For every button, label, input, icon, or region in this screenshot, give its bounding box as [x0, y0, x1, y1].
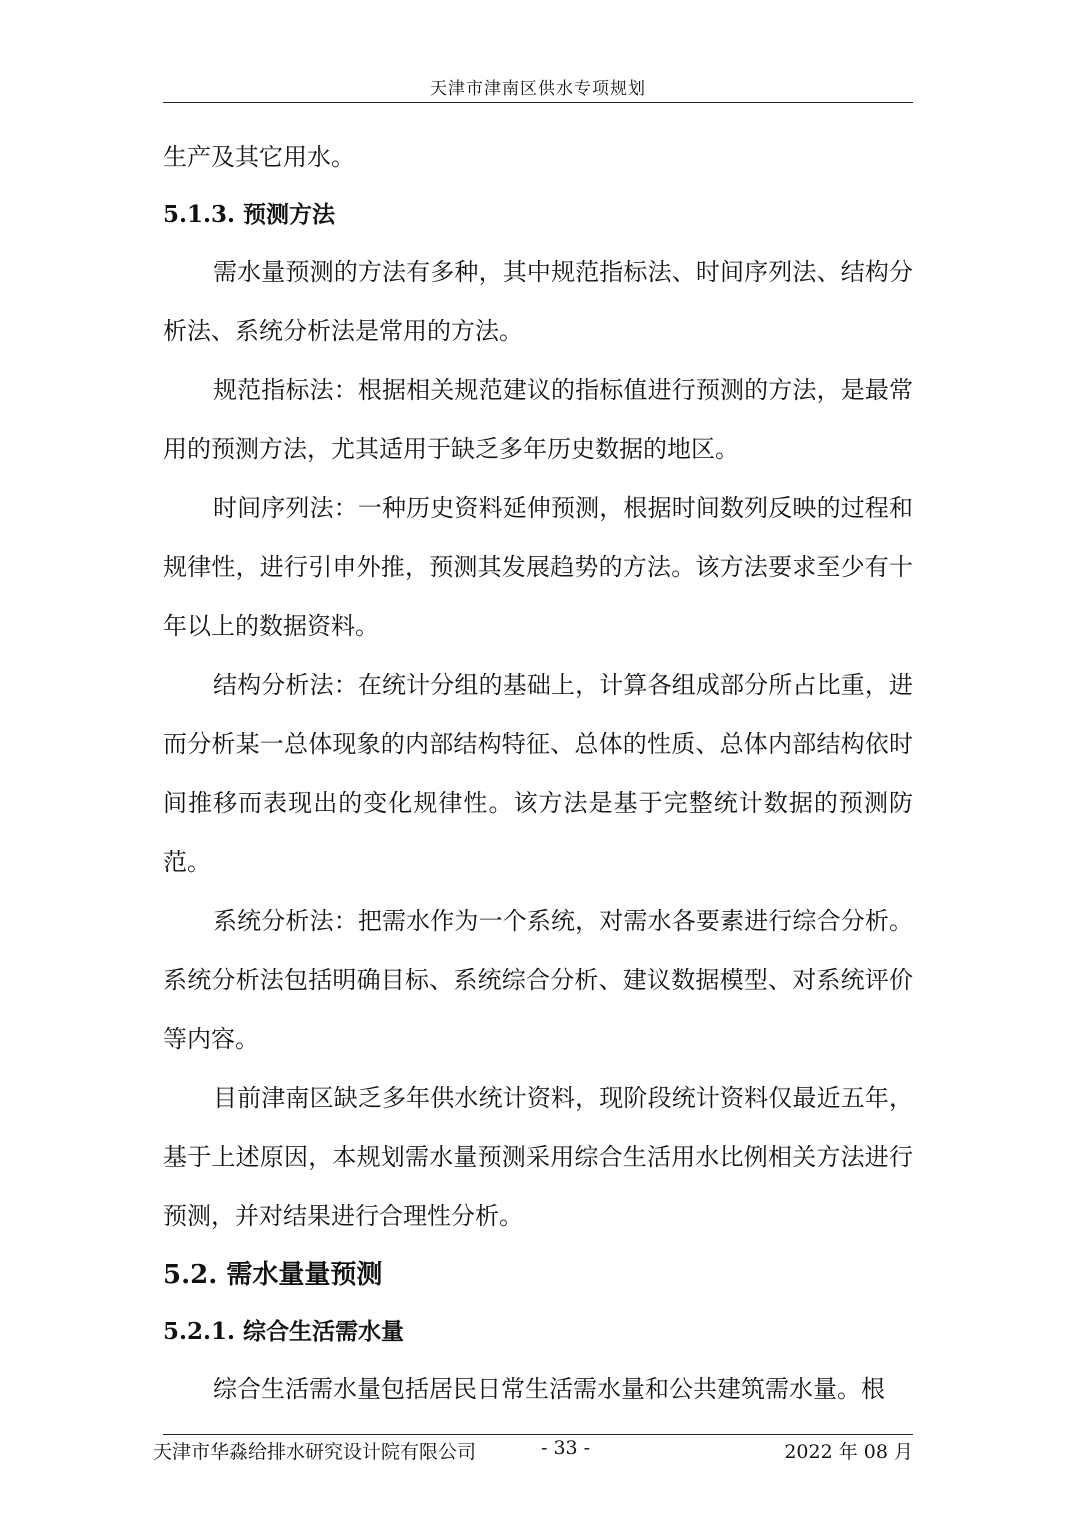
footer-date: 2022 年 08 月	[784, 1441, 913, 1463]
paragraph-system-analysis-method: 系统分析法：把需水作为一个系统，对需水各要素进行综合分析。系统分析法包括明确目标、系统综合分析、建议数据模型、对系统评价等内容。	[163, 907, 913, 1053]
page-footer	[153, 1437, 913, 1467]
section-heading-5-2-1: 5.2.1. 综合生活需水量	[163, 1318, 405, 1345]
paragraph-time-series-method: 时间序列法：一种历史资料延伸预测，根据时间数列反映的过程和规律性，进行引申外推，预测其发展趋势的方法。该方法要求至少有十年以上的数据资料。	[163, 494, 913, 640]
paragraph-domestic-demand: 综合生活需水量包括居民日常生活需水量和公共建筑需水量。根	[213, 1375, 885, 1403]
footer-rule	[163, 1434, 913, 1435]
section-heading-5-2: 5.2. 需水量量预测	[163, 1260, 383, 1290]
footer-page-number: - 33 -	[541, 1437, 591, 1459]
paragraph-structural-analysis-method: 结构分析法：在统计分组的基础上，计算各组成部分所占比重，进而分析某一总体现象的内部结构特征、总体的性质、总体内部结构依时间推移而表现出的变化规律性。该方法是基于完整统计数据的预测防范。	[163, 671, 913, 876]
footer-company: 天津市华淼给排水研究设计院有限公司	[153, 1441, 477, 1463]
paragraph-current-status: 目前津南区缺乏多年供水统计资料，现阶段统计资料仅最近五年，基于上述原因，本规划需水量预测采用综合生活用水比例相关方法进行预测，并对结果进行合理性分析。	[163, 1084, 913, 1230]
paragraph-methods-intro: 需水量预测的方法有多种，其中规范指标法、时间序列法、结构分析法、系统分析法是常用的方法。	[163, 258, 913, 345]
header-rule	[163, 102, 913, 103]
paragraph-norm-index-method: 规范指标法：根据相关规范建议的指标值进行预测的方法，是最常用的预测方法，尤其适用于缺乏多年历史数据的地区。	[163, 376, 913, 463]
section-heading-5-1-3: 5.1.3. 预测方法	[163, 201, 336, 228]
running-header: 天津市津南区供水专项规划	[430, 79, 646, 99]
paragraph-continuation: 生产及其它用水。	[163, 143, 355, 171]
page-content	[163, 128, 913, 1419]
